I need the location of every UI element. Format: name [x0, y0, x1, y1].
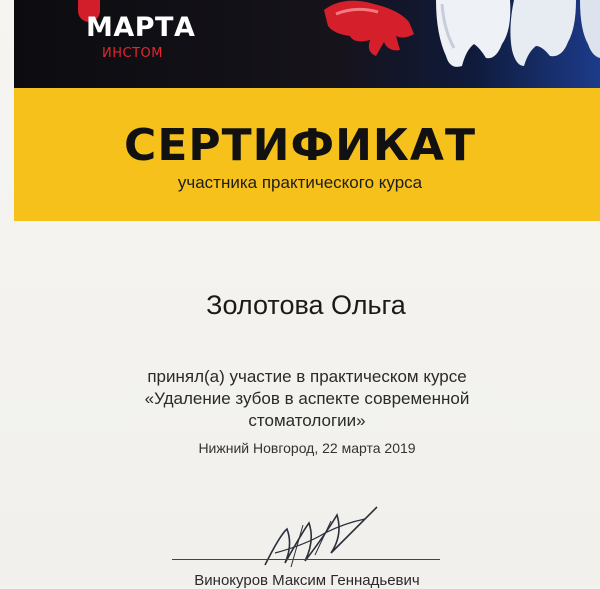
- recipient-name: Золотова Ольга: [206, 290, 406, 320]
- white-tooth-2: [510, 0, 576, 66]
- logo: [84, 6, 204, 66]
- course-line-3: стоматологии»: [248, 411, 366, 430]
- course-line-2: «Удаление зубов в аспекте современной: [144, 389, 470, 408]
- certificate-subtitle: участника практического курса: [177, 173, 423, 192]
- top-banner: [14, 0, 600, 88]
- logo-title: МАРТА: [86, 12, 196, 43]
- certificate-title: СЕРТИФИКАТ: [124, 120, 476, 171]
- teeth-illustration: [314, 0, 600, 88]
- signature-scribble: [245, 505, 395, 575]
- white-tooth-3: [580, 0, 600, 58]
- course-line-1: принял(а) участие в практическом курсе: [147, 367, 467, 386]
- logo-subtitle: ИНСТОМ: [102, 46, 163, 61]
- signature-line: [172, 559, 440, 560]
- place-date: Нижний Новгород, 22 марта 2019: [198, 440, 416, 456]
- signer-name: Винокуров Максим Геннадьевич: [194, 572, 420, 589]
